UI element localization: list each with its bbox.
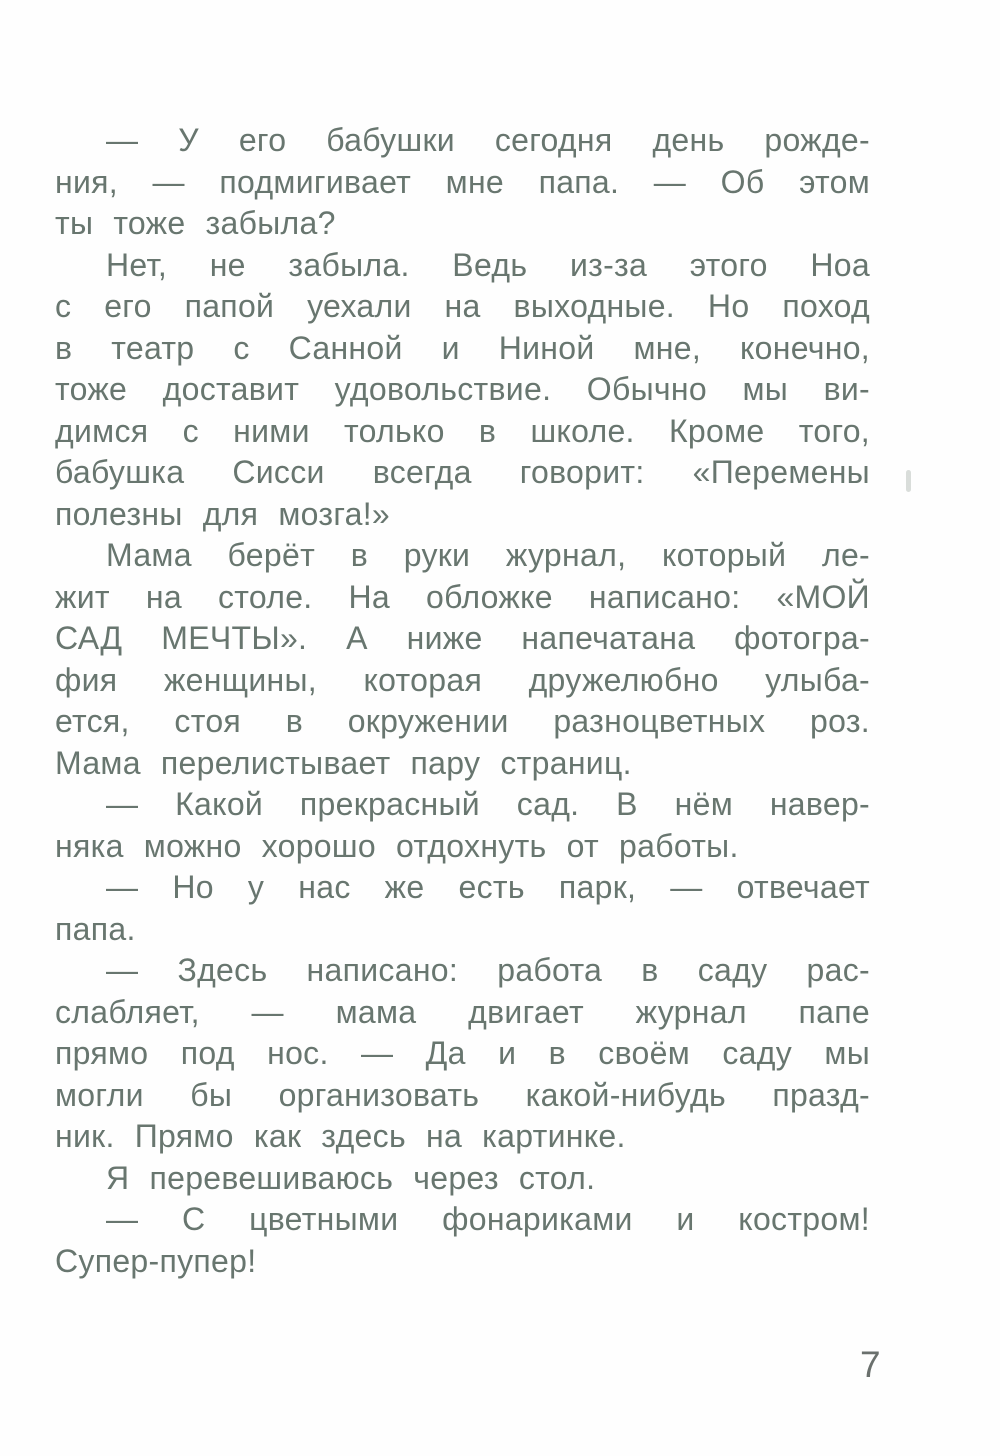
text-line: няка можно хорошо отдохнуть от работы. (55, 827, 739, 864)
text-line: Я перевешиваюсь через стол. (106, 1159, 596, 1196)
text-line: ется, стоя в окружении разноцветных роз. (55, 703, 870, 739)
text-line: ния, — подмигивает мне папа. — Об этом (55, 163, 870, 200)
text-line: могли бы организовать какой-нибудь празд- (55, 1076, 870, 1113)
text-line: Мама берёт в руки журнал, который ле- (106, 537, 870, 573)
text-line: тоже доставит удовольствие. Обычно мы ви- (55, 371, 870, 407)
text-line: в театр с Санной и Ниной мне, конечно, (55, 329, 870, 366)
text-line: папа. (55, 910, 136, 947)
text-line: слабляет, — мама двигает журнал папе (55, 993, 870, 1030)
text-line: Супер-пупер! (55, 1242, 257, 1279)
scan-artifact (906, 470, 911, 492)
text-line: — Какой прекрасный сад. В нём навер- (106, 786, 870, 822)
text-line: САД МЕЧТЫ». А ниже напечатана фотогра- (55, 620, 870, 656)
text-line: — Здесь написано: работа в саду рас- (106, 952, 870, 988)
text-line: бабушка Сисси всегда говорит: «Перемены (55, 454, 870, 490)
text-line: ты тоже забыла? (55, 205, 336, 241)
text-line: Мама перелистывает пару страниц. (55, 744, 632, 781)
text-line: Нет, не забыла. Ведь из-за этого Ноа (106, 246, 870, 283)
text-line: — У его бабушки сегодня день рожде- (106, 122, 870, 158)
text-line: — С цветными фонариками и костром! (106, 1201, 870, 1237)
text-line: прямо под нос. — Да и в своём саду мы (55, 1035, 870, 1071)
text-line: ник. Прямо как здесь на картинке. (55, 1118, 626, 1154)
text-line: жит на столе. На обложке написано: «МОЙ (55, 578, 870, 615)
page-number: 7 (860, 1344, 881, 1385)
text-line: фия женщины, которая дружелюбно улыба- (55, 661, 870, 698)
text-line: полезны для мозга!» (55, 495, 391, 532)
text-line: с его папой уехали на выходные. Но поход (55, 288, 870, 324)
text-line: — Но у нас же есть парк, — отвечает (106, 869, 870, 905)
text-line: димся с ними только в школе. Кроме того, (55, 412, 870, 449)
page-text (55, 120, 870, 1282)
